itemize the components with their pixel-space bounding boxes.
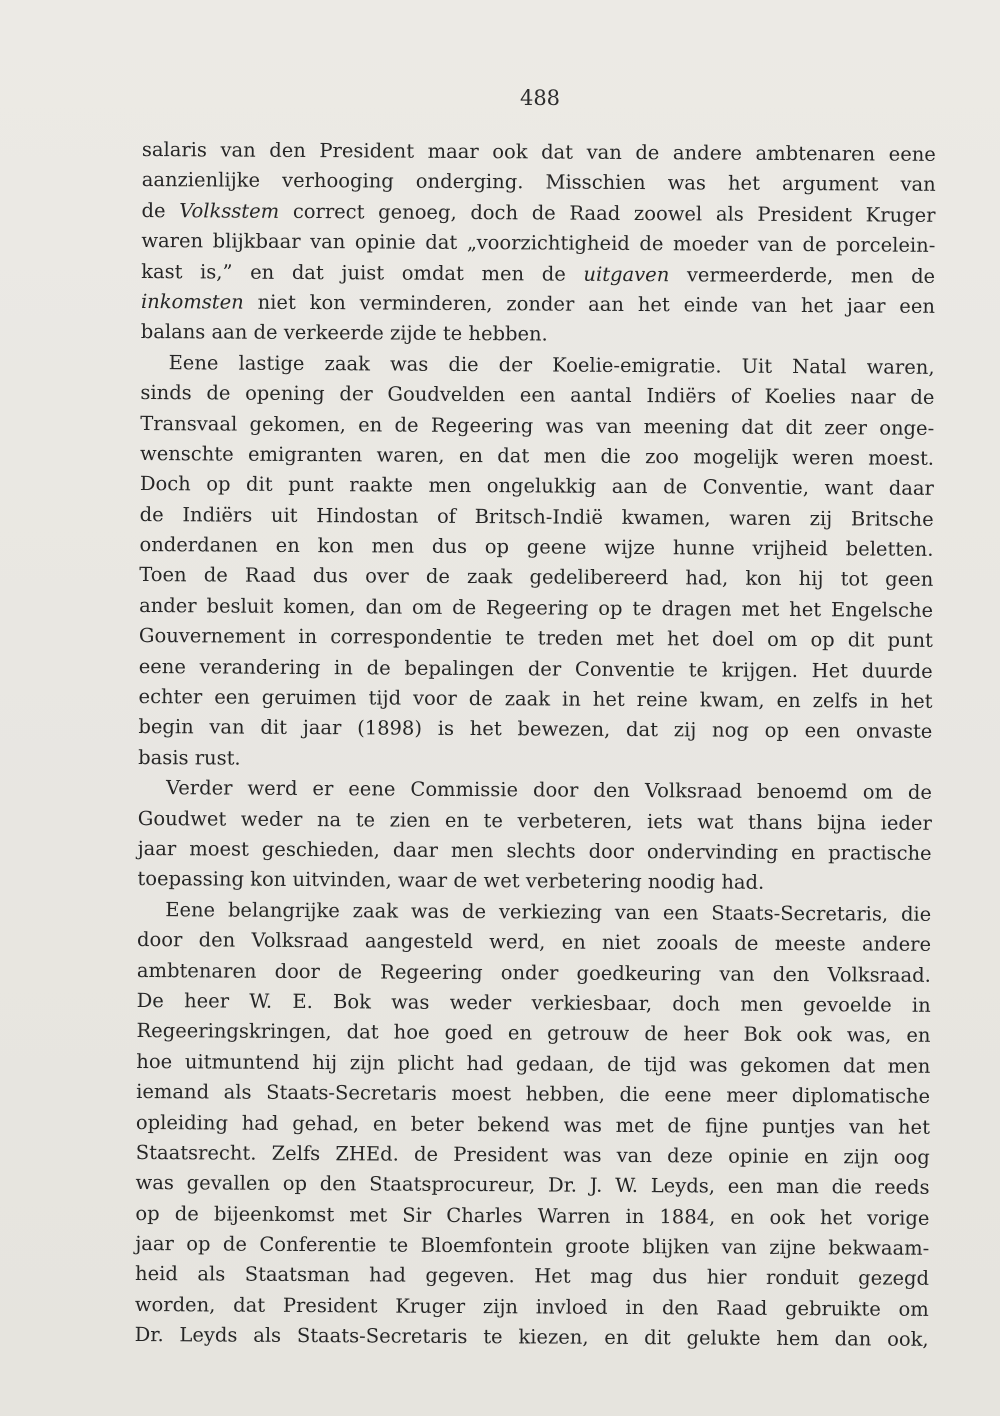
text-line xyxy=(141,196,935,231)
text-line: balans aan de verkeerde zijde te hebben. xyxy=(140,320,548,346)
text-line: Gouvernement in correspondentie te treden met het doel om op dit punt xyxy=(138,624,933,653)
body-text xyxy=(135,135,936,1355)
text-line: hoe uitmuntend hij zijn plicht had gedaan, de tijd was gekomen dat men xyxy=(136,1049,931,1078)
text-line: Eene lastige zaak was die der Koelie-emigratie. Uit Natal waren, xyxy=(168,350,935,379)
text-line: toepassing kon uitvinden, waar de wet verbetering noodig had. xyxy=(137,867,765,895)
text-line: salaris van den President maar ook dat van de andere ambtenaren eene xyxy=(141,137,936,166)
italic-word: uitgaven xyxy=(583,262,670,286)
text-line: opleiding had gehad, en beter bekend was met de fijne puntjes van het xyxy=(135,1110,931,1139)
text-segment: de xyxy=(141,198,180,223)
text-line: heid als Staatsman had gegeven. Het mag dus hier ronduit gezegd xyxy=(134,1262,930,1291)
italic-word: Volksstem xyxy=(179,199,280,223)
text-line: Staatsrecht. Zelfs ZHEd. de President was van deze opinie en zijn oog xyxy=(135,1140,930,1169)
text-segment: correct genoeg, doch de Raad zoowel als President Kruger xyxy=(279,199,936,227)
text-line: jaar moest geschieden, daar men slechts door ondervinding en practische xyxy=(137,836,932,865)
text-line: De heer W. E. Bok was weder verkiesbaar, doch men gevoelde in xyxy=(136,988,931,1017)
text-line: Transvaal gekomen, en de Regeering was van meening dat dit zeer onge- xyxy=(140,411,935,440)
text-line: wenschte emigranten waren, en dat men die zoo mogelijk weren moest. xyxy=(139,441,935,470)
text-line: Dr. Leyds als Staats-Secretaris te kiezen, en dit gelukte hem dan ook, xyxy=(134,1323,929,1352)
text-line: waren blijkbaar van opinie dat „voorzichtigheid de moeder van de porcelein- xyxy=(141,229,936,258)
text-line: aanzienlijke verhooging onderging. Misschien was het argument van xyxy=(141,168,936,197)
text-line xyxy=(141,287,935,322)
text-line: sinds de opening der Goudvelden een aantal Indiërs of Koelies naar de xyxy=(140,381,935,409)
text-line xyxy=(141,257,935,292)
text-line: echter een geruimen tijd voor de zaak in het reine kwam, en zelfs in het xyxy=(138,685,933,713)
text-line: Doch op dit punt raakte men ongelukkig aan de Conventie, want daar xyxy=(139,472,934,501)
text-line: ambtenaren door de Regeering onder goedkeuring van den Volksraad. xyxy=(136,958,931,987)
text-line: Regeeringskringen, dat hoe goed en getrouw de heer Bok ook was, en xyxy=(136,1019,931,1048)
text-line: basis rust. xyxy=(138,745,241,770)
text-line: Verder werd er eene Commissie door den Volksraad benoemd om de xyxy=(165,776,933,805)
italic-word: inkomsten xyxy=(140,289,244,314)
text-line: de Indiërs uit Hindostan of Britsch-Indië kwamen, waren zij Britsche xyxy=(139,502,934,531)
text-segment: niet kon verminderen, zonder aan het einde van het jaar een xyxy=(243,290,936,318)
text-segment: vermeerderde, men de xyxy=(669,262,936,288)
text-line: Eene belangrijke zaak was de verkiezing van een Staats-Secretaris, die xyxy=(165,897,932,926)
text-line: onderdanen en kon men dus op geene wijze hunne vrijheid beletten. xyxy=(139,533,934,561)
text-line: door den Volksraad aangesteld werd, en niet zooals de meeste andere xyxy=(137,928,932,956)
text-line: jaar op de Conferentie te Bloemfontein groote blijken van zijne bekwaam- xyxy=(135,1232,930,1260)
text-line: begin van dit jaar (1898) is het bewezen, dat zij nog op een onvaste xyxy=(138,715,933,744)
text-line: Goudwet weder na te zien en te verbeteren, iets wat thans bijna ieder xyxy=(137,806,932,835)
text-line: Toen de Raad dus over de zaak gedelibereerd had, kon hij tot geen xyxy=(139,563,934,592)
page-number: 488 xyxy=(519,86,561,110)
text-line: eene verandering in de bepalingen der Conventie te krijgen. Het duurde xyxy=(138,654,933,683)
text-line: ander besluit komen, dan om de Regeering op te dragen met het Engelsche xyxy=(139,593,934,622)
text-line: op de bijeenkomst met Sir Charles Warren in 1884, en ook het vorige xyxy=(135,1201,930,1230)
text-line: worden, dat President Kruger zijn invloed in den Raad gebruikte om xyxy=(134,1292,929,1321)
text-line: iemand als Staats-Secretaris moest hebben, die eene meer diplomatische xyxy=(136,1080,931,1108)
text-line: was gevallen op den Staatsprocureur, Dr. J. W. Leyds, een man die reeds xyxy=(135,1171,930,1200)
text-segment: kast is,” en dat juist omdat men de xyxy=(141,259,584,286)
